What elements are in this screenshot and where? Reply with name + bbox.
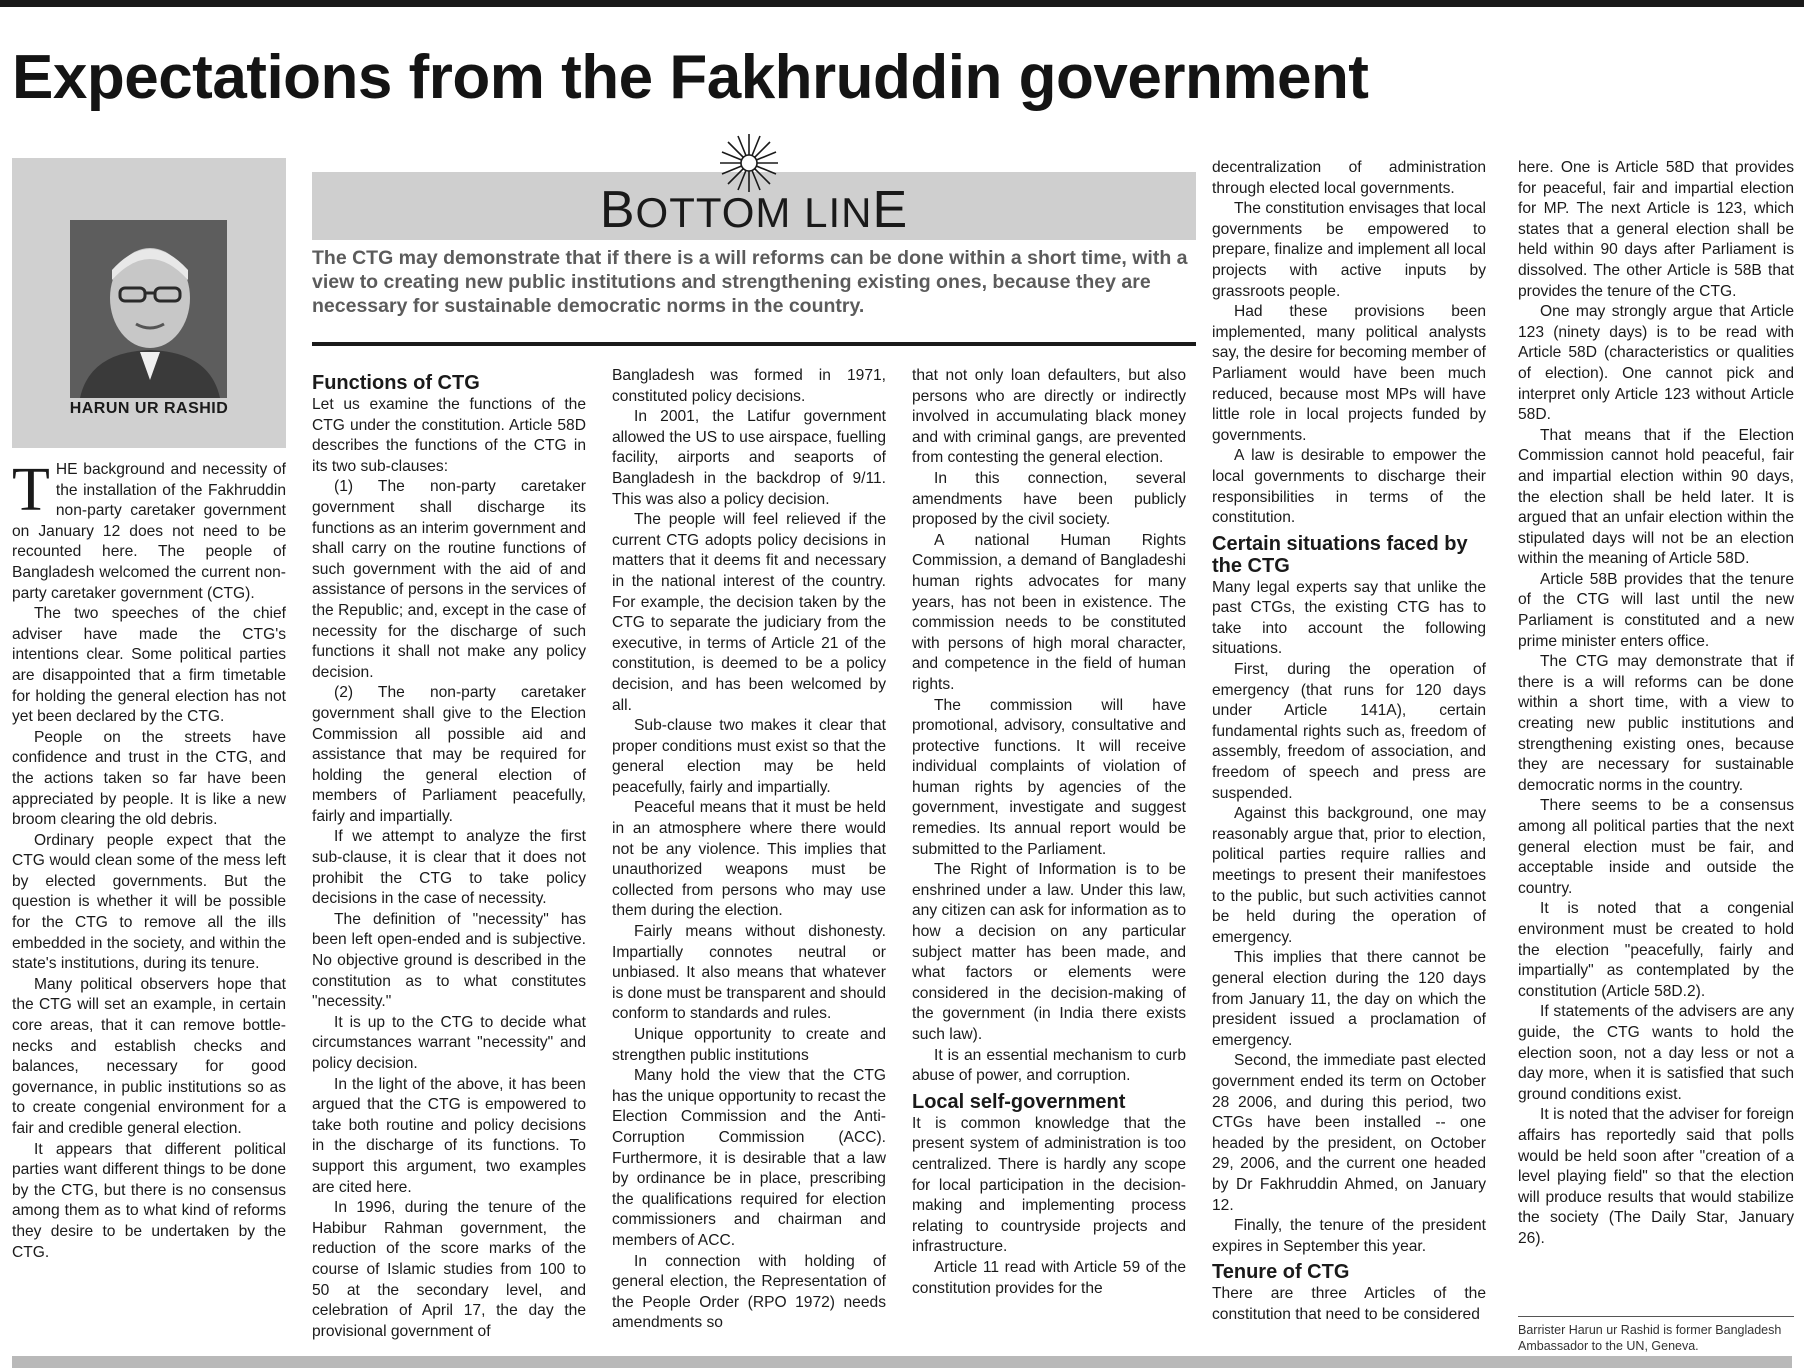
col5-paragraph: Against this background, one may reasonably argue that, prior to election, political parties require rallies and meetings to present their manifestoes to the public, but such activities cannot be held during the operation of emergency. — [1212, 805, 1486, 946]
col2-paragraph: If we attempt to analyze the first sub-clause, it is clear that it does not prohibit the CTG to take policy decisions in the case of necessity. — [312, 828, 586, 908]
col3-paragraph: Bangladesh was formed in 1971, constituted policy decisions. — [612, 367, 886, 405]
column-3 — [612, 366, 886, 1334]
col2-paragraph: (2) The non-party caretaker government shall give to the Election Commission all possible aid and assistance that may be required for holding the general election of members of Parliament peacefully, fairly and impartially. — [312, 684, 586, 825]
col4-paragraph: It is an essential mechanism to curb abuse of power, and corruption. — [912, 1046, 1186, 1085]
col4-paragraph: In this connection, several amendments have been publicly proposed by the civil society. — [912, 469, 1186, 529]
bottom-line-title-mid: OTTOM LIN — [635, 189, 873, 236]
author-portrait — [70, 220, 227, 398]
bottom-line-title-e: E — [872, 181, 909, 239]
col6-paragraph: It is noted that the adviser for foreign affairs has reportedly said that polls would be held soon after "creation of a level playing field" so that the election will produce results that would stabilize the society (The Daily Star, January 26). — [1518, 1106, 1794, 1247]
col3-paragraph: Many hold the view that the CTG has the unique opportunity to recast the Election Commission and the Anti-Corruption Commission (ACC). Furthermore, it is desirable that a law by ordinance be in place, prescribing the qualifications required for election commissioners and chairman and members of ACC. — [612, 1067, 886, 1249]
col3-paragraph: Unique opportunity to create and strengthen public institutions — [612, 1026, 886, 1064]
col6-paragraph: It is noted that a congenial environment must be created to hold the election "peacefully, fairly and impartially" as contemplated by the constitution (Article 58D.2). — [1518, 900, 1794, 1000]
col1-paragraph: The two speeches of the chief adviser have made the CTG's intentions clear. Some political parties are disappointed that a firm timetable for holding the general election has not yet been declared by the CTG. — [12, 605, 286, 726]
col6-paragraph: The CTG may demonstrate that if there is a will reforms can be done within a short time, with a view to creating new public institutions and strengthening existing ones, because they are necessary for sustainable democratic norms in the country. — [1518, 653, 1794, 794]
col3-paragraph: Sub-clause two makes it clear that proper conditions must exist so that the general election may be held peacefully, fairly and impartially. — [612, 717, 886, 796]
col5-paragraph: First, during the operation of emergency (that runs for 120 days under Article 141A), certain fundamental rights such as, freedom of assembly, freedom of association, and freedom of speech and press are suspended. — [1212, 661, 1486, 802]
col5-paragraph: Second, the immediate past elected government ended its term on October 28 2006, and during this period, two CTGs have been installed -- one headed by the president, on October 29, 2006, and the current one headed by Dr Fakhruddin Ahmed, on January 12. — [1212, 1052, 1486, 1214]
col6-paragraph: If statements of the advisers are any guide, the CTG wants to hold the election soon, not a day less or not a day more, when it is satisfied that such ground conditions exist. — [1518, 1003, 1794, 1103]
col2-paragraph: In the light of the above, it has been argued that the CTG is empowered to take both routine and policy decisions in the discharge of its functions. To support this argument, two examples are cited here. — [312, 1075, 586, 1196]
column-1 — [12, 456, 286, 1263]
section-heading-functions: Functions of CTG — [312, 372, 480, 394]
col5-paragraph: A law is desirable to empower the local governments to discharge their responsibilities in terms of the constitution. — [1212, 447, 1486, 527]
bottom-line-title — [312, 180, 1196, 243]
bottom-rule — [12, 1356, 1792, 1368]
top-rule — [0, 0, 1804, 7]
col6-paragraph: There seems to be a consensus among all political parties that the next general election must be fair, and acceptable inside and outside the country. — [1518, 797, 1794, 897]
col6-paragraph: One may strongly argue that Article 123 (ninety days) is to be read with Article 58D (characteristics or qualities of election). One cannot pick and interpret only Article 123 without Article 58D. — [1518, 303, 1794, 424]
author-name: HARUN UR RASHID — [69, 400, 229, 417]
page-headline: Expectations from the Fakhruddin government — [12, 43, 1369, 112]
col2-paragraph: It is up to the CTG to decide what circumstances warrant "necessity" and policy decision. — [312, 1013, 586, 1072]
col6-paragraph: Article 58B provides that the tenure of the CTG will last until the new Parliament is constituted and a new prime minister enters office. — [1518, 570, 1794, 650]
col6-paragraph: That means that if the Election Commission cannot hold peaceful, fair and impartial election within 90 days, the election shall be held later. It is argued that an unfair election within the stipulated days will not be an election within the meaning of Article 58D. — [1518, 426, 1794, 568]
col5-paragraph: There are three Articles of the constitution that need to be considered — [1212, 1285, 1486, 1323]
bottom-line-rule — [312, 342, 1196, 346]
col2-paragraph: In 1996, during the tenure of the Habibur Rahman government, the reduction of the score marks of the course of Islamic studies from 100 to 50 at the secondary level, and celebration of April 17, the day the provisional government of — [312, 1199, 586, 1340]
col5-paragraph: This implies that there cannot be general election during the 120 days from January 11, the day on which the president issued a proclamation of emergency. — [1212, 949, 1486, 1049]
section-heading-tenure: Tenure of CTG — [1212, 1261, 1350, 1284]
portrait-icon — [70, 220, 227, 398]
col5-paragraph: decentralization of administration through elected local governments. — [1212, 159, 1486, 197]
col1-paragraph: It appears that different political parties want different things to be done by the CTG, but there is no consensus among them as to what kind of reforms they desire to be undertaken by the CTG. — [12, 1140, 286, 1261]
col4-paragraph: Article 11 read with Article 59 of the constitution provides for the — [912, 1258, 1186, 1297]
footnote-rule — [1518, 1316, 1794, 1317]
col3-paragraph: Peaceful means that it must be held in an atmosphere where there would not be any violence. This implies that unauthorized weapons must be collected from persons who may use them during the election. — [612, 799, 886, 920]
column-6 — [1518, 158, 1794, 1249]
col5-paragraph: Had these provisions been implemented, many political analysts say, the desire for becoming member of Parliament would have been much reduced, because most MPs will have little role in local projects funded by governments. — [1212, 303, 1486, 444]
col4-paragraph: that not only loan defaulters, but also persons who are directly or indirectly involved in accumulating black money and with criminal gangs, are prevented from contesting the general election. — [912, 367, 1186, 467]
column-2 — [312, 368, 586, 1342]
author-footnote: Barrister Harun ur Rashid is former Bangladesh Ambassador to the UN, Geneva. — [1518, 1323, 1782, 1353]
col2-paragraph: Let us examine the functions of the CTG under the constitution. Article 58D describes the functions of the CTG in its two sub-clauses: — [312, 396, 586, 475]
col1-paragraph: People on the streets have confidence and trust in the CTG, and the actions taken so far have been appreciated by people. It is like a new broom clearing the old debris. — [12, 728, 286, 829]
section-heading-local-self-government: Local self-government — [912, 1090, 1126, 1113]
col4-paragraph: The Right of Information is to be enshrined under a law. Under this law, any citizen can ask for information as to how a decision on any particular subject matter has been made, and what factors or elements were considered in the decision-making of the government (in India there exists such law). — [912, 861, 1186, 1043]
col3-paragraph: Fairly means without dishonesty. Impartially connotes neutral or unbiased. It also means that whatever is done must be transparent and should conform to standards and rules. — [612, 923, 886, 1023]
col4-paragraph: The commission will have promotional, advisory, consultative and protective functions. It will receive individual complaints of violation of human rights by agencies of the government, investigate and suggest remedies. Its annual report would be submitted to the Parliament. — [912, 696, 1186, 858]
col1-paragraph-1 — [12, 456, 286, 604]
col1-paragraph: Many political observers hope that the CTG will set an example, in certain core areas, that it can remove bottle-necks and establish checks and balances, necessary for good governance, in public institutions so as to create congenial environment for a fair and credible general election. — [12, 975, 286, 1137]
col4-paragraph: It is common knowledge that the present system of administration is too centralized. There is hardly any scope for local participation in the decision-making and implementing process relating to countryside projects and infrastructure. — [912, 1114, 1186, 1256]
col2-paragraph: (1) The non-party caretaker government shall discharge its functions as an interim government and shall carry on the routine functions of such government with the aid of and assistance of persons in the services of the Republic; and, except in the case of necessity for the discharge of such functions it shall not make any policy decision. — [312, 478, 586, 681]
bottom-line-title-b: B — [599, 181, 636, 239]
col5-paragraph: Finally, the tenure of the president expires in September this year. — [1212, 1217, 1486, 1255]
col3-paragraph: In 2001, the Latifur government allowed the US to use airspace, fuelling facility, airports and seaports of Bangladesh in the backdrop of 9/11. This was also a policy decision. — [612, 408, 886, 508]
col2-paragraph: The definition of "necessity" has been left open-ended and is subjective. No objective ground is described in the constitution as to what constitutes "necessity." — [312, 910, 586, 1011]
bottom-line-summary: The CTG may demonstrate that if there is a will reforms can be done within a short time, with a view to creating new public institutions and strengthening existing ones, because they are necessary for sustainable democratic norms in the country. — [312, 247, 1188, 317]
col5-paragraph: Many legal experts say that unlike the past CTGs, the existing CTG has to take into account the following situations. — [1212, 578, 1486, 658]
section-heading-certain-situations: Certain situations faced by the CTG — [1212, 532, 1468, 577]
col1-paragraph-1-text: HE background and necessity of the installation of the Fakhruddin non-party caretaker government on January 12 does not need to be recounted here. The people of Bangladesh welcomed the current non-party caretaker government (CTG). — [12, 461, 286, 602]
column-4 — [912, 366, 1186, 1299]
col3-paragraph: The people will feel relieved if the current CTG adopts policy decisions in matters that it deems fit and necessary in the national interest of the country. For example, the decision taken by the CTG to separate the judiciary from the executive, in terms of Article 21 of the constitution, is deemed to be a policy decision, and has been welcomed by all. — [612, 511, 886, 714]
column-5 — [1212, 158, 1486, 1325]
col5-paragraph: The constitution envisages that local governments be empowered to prepare, finalize and implement all local projects with active inputs by grassroots people. — [1212, 200, 1486, 300]
col6-paragraph: here. One is Article 58D that provides for peaceful, fair and impartial election for MP. The next Article is 123, which states that a general election shall be held within 90 days after Parliament is dissolved. The other Article is 58B that provides the tenure of the CTG. — [1518, 159, 1794, 300]
col3-paragraph: In connection with holding of general election, the Representation of the People Order (RPO 1972) needs amendments so — [612, 1252, 886, 1332]
col4-paragraph: A national Human Rights Commission, a demand of Bangladeshi human rights advocates for many years, has not been in existence. The commission needs to be constituted with persons of high moral character, and competence in the field of human rights. — [912, 531, 1186, 693]
col1-paragraph: Ordinary people expect that the CTG would clean some of the mess left by elected governments. But the question is whether it will be possible for the CTG to remove all the ills embedded in the society, and within the state's institutions, during its tenure. — [12, 831, 286, 973]
drop-cap: T — [12, 456, 50, 524]
